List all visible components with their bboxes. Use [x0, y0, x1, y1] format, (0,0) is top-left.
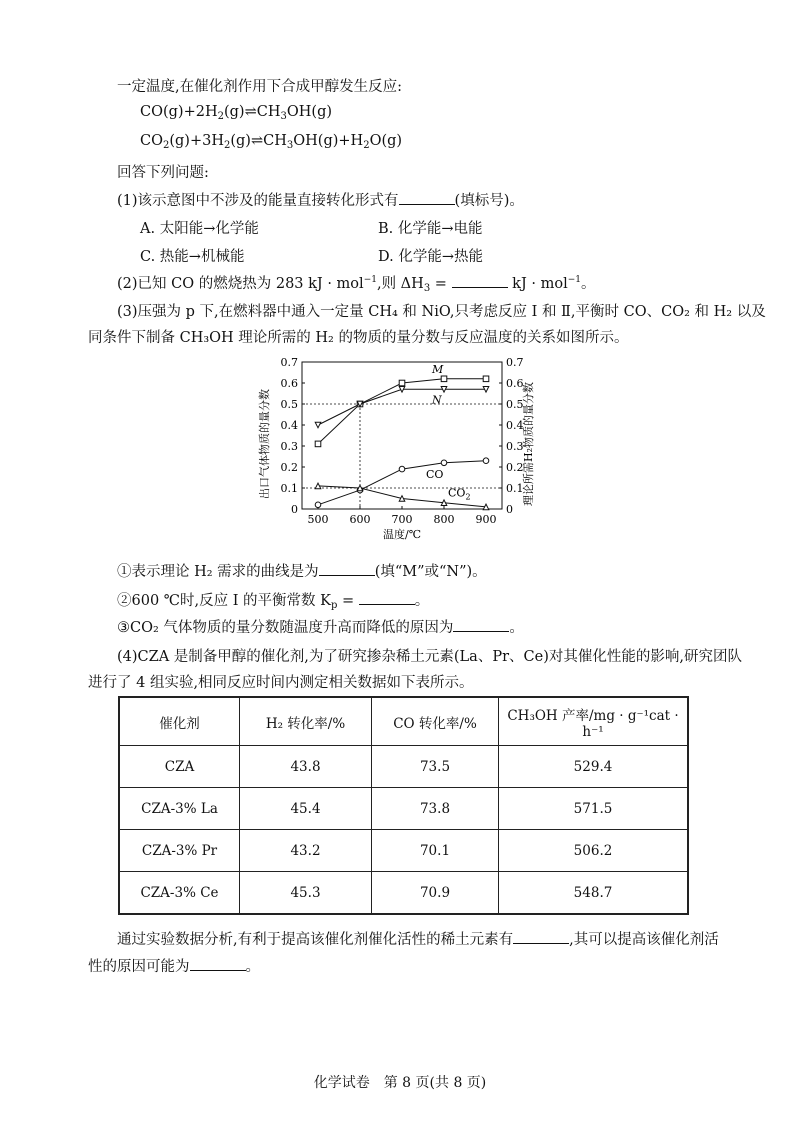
table-row — [119, 788, 688, 830]
table-cell: CZA-3% Ce — [119, 872, 240, 915]
answer-blank[interactable] — [513, 931, 569, 944]
table-cell: 571.5 — [499, 788, 689, 830]
x-tick-label: 700 — [391, 513, 413, 526]
y-tick-label: 0.5 — [280, 398, 298, 411]
data-point — [441, 460, 447, 466]
option-b: B. 化学能→电能 — [378, 221, 483, 237]
table-cell: CZA-3% Pr — [119, 830, 240, 872]
option-a: A. 太阳能→化学能 — [140, 221, 259, 237]
table-cell: CZA-3% La — [119, 788, 240, 830]
data-point — [315, 441, 321, 447]
table-cell: 45.4 — [240, 788, 372, 830]
table-cell: 73.5 — [372, 746, 499, 788]
catalyst-table — [118, 696, 689, 915]
table-cell: 43.8 — [240, 746, 372, 788]
page-footer: 化学试卷 第 8 页(共 8 页) — [313, 1075, 487, 1091]
question-3-line2: 同条件下制备 CH₃OH 理论所需的 H₂ 的物质的量分数与反应温度的关系如图所示。 — [88, 330, 629, 346]
table-row — [119, 830, 688, 872]
data-point — [483, 376, 489, 382]
answer-blank[interactable] — [453, 619, 509, 632]
data-point — [441, 376, 447, 382]
y-tick-label: 0.3 — [280, 440, 298, 453]
data-point — [399, 466, 405, 472]
option-c: C. 热能→机械能 — [140, 249, 245, 265]
answer-blank[interactable] — [452, 275, 508, 288]
question-3-sub2: ②600 ℃时,反应 Ⅰ 的平衡常数 $K_p$ = 。 — [117, 593, 430, 611]
option-d: D. 化学能→热能 — [378, 249, 483, 265]
header-h2-conversion: H₂ 转化率/% — [240, 697, 372, 746]
series-label: N — [432, 393, 442, 407]
series-label: M — [432, 362, 444, 376]
answer-blank[interactable] — [190, 958, 246, 971]
table-cell: 70.1 — [372, 830, 499, 872]
data-point — [483, 458, 489, 464]
answer-blank[interactable] — [319, 563, 375, 576]
y-tick-label: 0.2 — [506, 461, 524, 474]
header-catalyst: 催化剂 — [119, 697, 240, 746]
series-label: CO — [426, 467, 444, 481]
question-3-sub3: ③CO₂ 气体物质的量分数随温度升高而降低的原因为 。 — [117, 620, 524, 636]
y-tick-label: 0.4 — [506, 419, 524, 432]
question-4-line1: (4)CZA 是制备甲醇的催化剂,为了研究掺杂稀土元素(La、Pr、Ce)对其催化性能的影响,研究团队 — [117, 649, 742, 665]
x-tick-label: 600 — [349, 513, 371, 526]
y-axis-right-label: 理论所需H₂物质的量分数 — [522, 381, 535, 507]
answer-blank[interactable] — [399, 192, 455, 205]
x-tick-label: 500 — [307, 513, 329, 526]
reaction-1: $CO(g)+2H_2(g)\rightleftharpoons CH_3OH(g)$ — [140, 104, 333, 122]
header-ch3oh-yield: CH₃OH 产率/mg · g⁻¹cat · h⁻¹ — [499, 697, 689, 746]
table-row — [119, 746, 688, 788]
table-cell: 45.3 — [240, 872, 372, 915]
chart — [250, 352, 550, 544]
table-cell: CZA — [119, 746, 240, 788]
table-cell: 70.9 — [372, 872, 499, 915]
y-tick-label: 0.6 — [280, 377, 298, 390]
series-label: $CO_2$ — [448, 486, 471, 502]
table-cell: 506.2 — [499, 830, 689, 872]
y-tick-label: 0.6 — [506, 377, 524, 390]
table-cell: 73.8 — [372, 788, 499, 830]
question-3-sub1: ①表示理论 H₂ 需求的曲线是为 (填“M”或“N”)。 — [117, 564, 487, 580]
answer-prompt: 回答下列问题: — [117, 165, 209, 181]
table-header-row — [119, 697, 688, 746]
question-2: (2)已知 CO 的燃烧热为 283 kJ · mol$^{-1}$,则 $\Delta H_3$ = kJ · mol$^{-1}$。 — [117, 275, 596, 294]
question-1: (1)该示意图中不涉及的能量直接转化形式有 (填标号)。 — [117, 193, 524, 209]
y-tick-label: 0.1 — [506, 482, 524, 495]
intro-text: 一定温度,在催化剂作用下合成甲醇发生反应: — [117, 79, 402, 95]
y-tick-label: 0.2 — [280, 461, 298, 474]
y-tick-label: 0 — [506, 503, 513, 516]
conclusion-line1: 通过实验数据分析,有利于提高该催化剂催化活性的稀土元素有 ,其可以提高该催化剂活 — [117, 932, 719, 948]
y-axis-left-label: 出口气体物质的量分数 — [258, 389, 271, 499]
y-tick-label: 0.4 — [280, 419, 298, 432]
answer-blank[interactable] — [359, 592, 415, 605]
conclusion-line2: 性的原因可能为 。 — [88, 959, 260, 975]
header-co-conversion: CO 转化率/% — [372, 697, 499, 746]
data-point — [315, 422, 321, 428]
question-3-line1: (3)压强为 p 下,在燃料器中通入一定量 CH₄ 和 NiO,只考虑反应 Ⅰ 和 Ⅱ,平衡时 CO、CO₂ 和 H₂ 以及 — [117, 304, 766, 320]
y-tick-label: 0.7 — [280, 356, 298, 369]
y-tick-label: 0.7 — [506, 356, 524, 369]
table-cell: 548.7 — [499, 872, 689, 915]
question-4-line2: 进行了 4 组实验,相同反应时间内测定相关数据如下表所示。 — [88, 675, 474, 691]
y-tick-label: 0.1 — [280, 482, 298, 495]
data-point — [399, 380, 405, 386]
y-tick-label: 0.5 — [506, 398, 524, 411]
y-tick-label: 0.3 — [506, 440, 524, 453]
data-point — [315, 502, 321, 508]
table-row — [119, 872, 688, 915]
table-cell: 43.2 — [240, 830, 372, 872]
x-tick-label: 900 — [475, 513, 497, 526]
x-tick-label: 800 — [433, 513, 455, 526]
y-tick-label: 0 — [291, 503, 298, 516]
reaction-2: $CO_2(g)+3H_2(g)\rightleftharpoons CH_3OH(g)+H_2O(g)$ — [140, 133, 403, 151]
table-cell: 529.4 — [499, 746, 689, 788]
x-axis-label: 温度/℃ — [382, 528, 422, 541]
